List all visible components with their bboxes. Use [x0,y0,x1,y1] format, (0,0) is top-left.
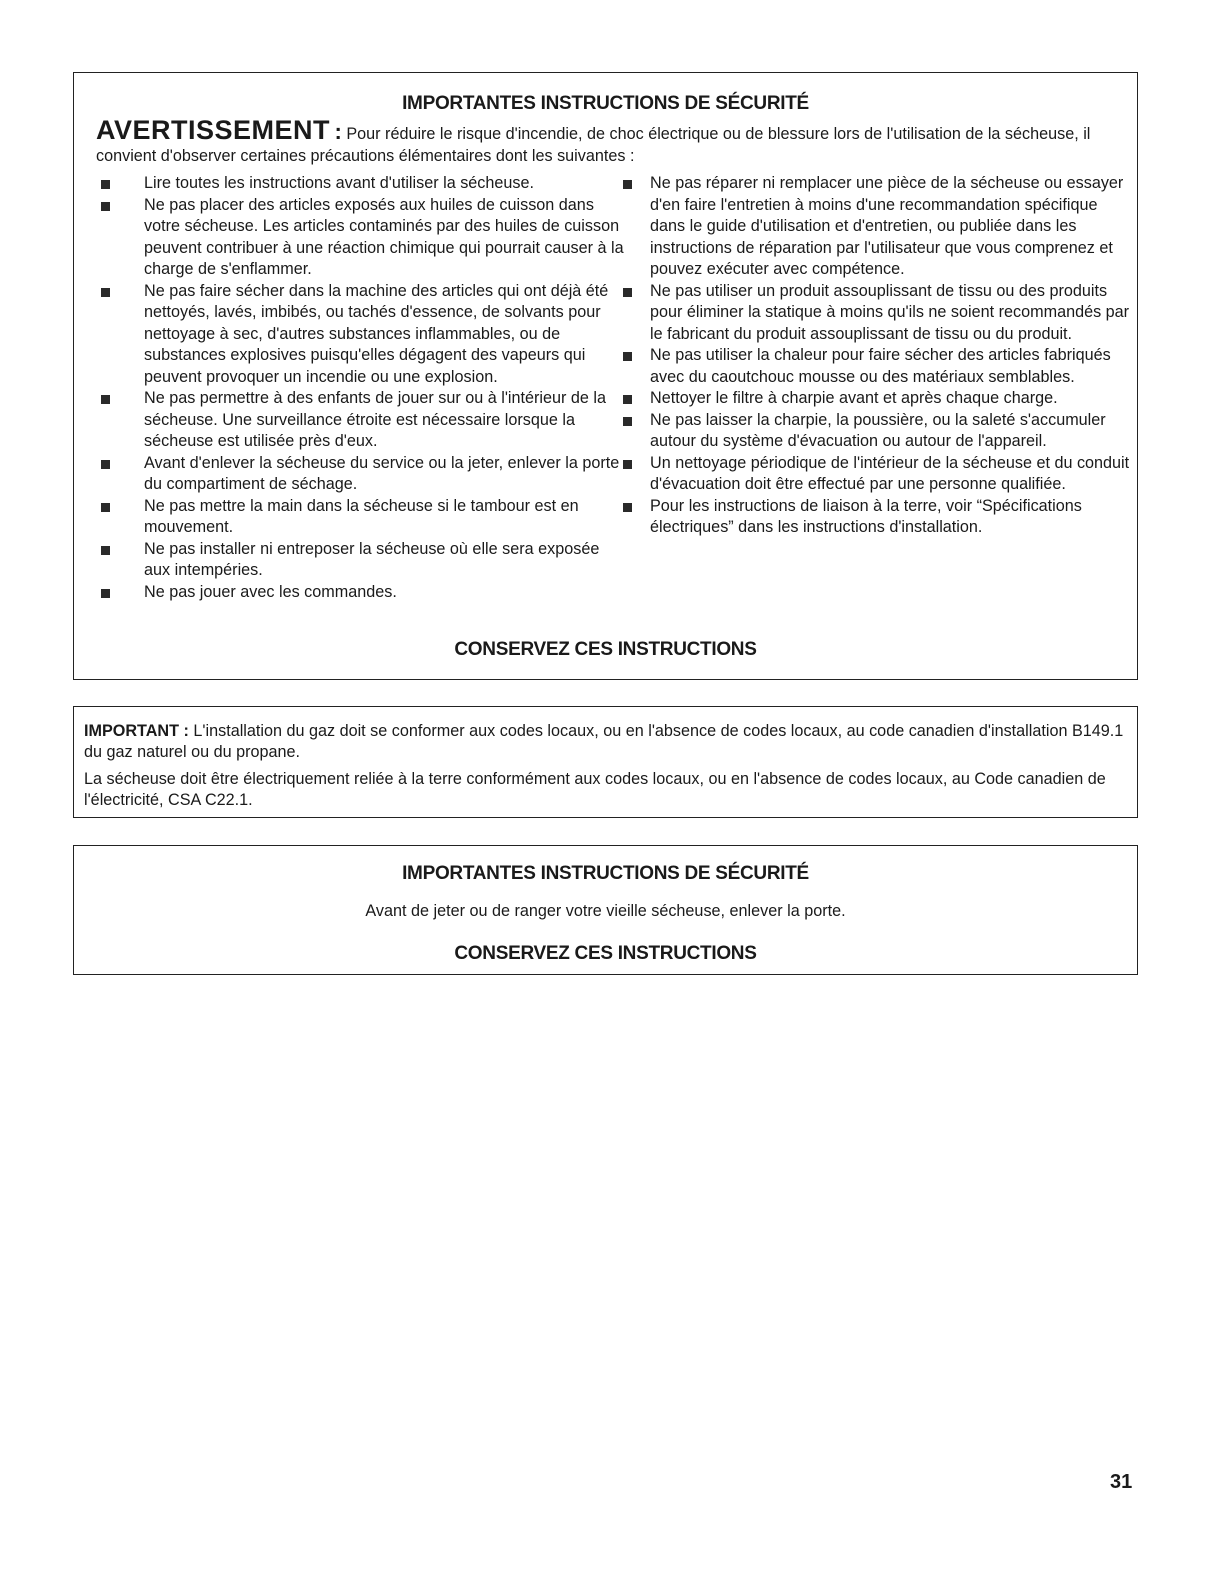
warning-paragraph [96,117,1127,167]
instruction-item [96,582,626,604]
instruction-item [96,195,626,281]
instruction-text: Ne pas mettre la main dans la sécheuse si le tambour est en mouvement. [144,496,579,536]
instruction-item [96,388,626,453]
instruction-item [620,345,1132,388]
bullet-square-icon [623,503,632,512]
instruction-item [620,496,1132,539]
bullet-square-icon [101,395,110,404]
instruction-text: Ne pas utiliser un produit assouplissant de tissu ou des produits pour éliminer la statique à moins qu'ils ne soient recommandés par le fabricant du produit assouplissant de tissu ou du produit. [650,281,1130,343]
disposal-footer: CONSERVEZ CES INSTRUCTIONS [454,943,757,964]
gas-installation-note [84,721,1125,763]
instruction-item [96,173,626,195]
instruction-item [620,388,1132,410]
instruction-item [96,496,626,539]
bullet-square-icon [623,395,632,404]
instruction-text: Ne pas réparer ni remplacer une pièce de la sécheuse ou essayer d'en faire l'entretien à moins d'une recommandation spécifique dans le guide d'utilisation et d'entretien, ou publiée dans les instructions de réparation par l'utilisateur que vous comprenez et pouvez exécuter avec compétence. [650,174,1124,278]
save-instructions-footer: CONSERVEZ CES INSTRUCTIONS [454,639,757,660]
bullet-square-icon [623,460,632,469]
safety-instructions-box [73,72,1138,680]
disposal-note: Avant de jeter ou de ranger votre vieille sécheuse, enlever la porte. [365,902,846,920]
instruction-text: Un nettoyage périodique de l'intérieur de la sécheuse et du conduit d'évacuation doit être effectué par une personne qualifiée. [650,453,1130,493]
disposal-instructions-box [73,845,1138,975]
instruction-text: Ne pas placer des articles exposés aux huiles de cuisson dans votre sécheuse. Les articles contaminés par des huiles de cuisson peuvent contribuer à une réaction chimique qui pourrait causer à la charge de s'enflammer. [144,195,624,278]
instruction-text: Ne pas laisser la charpie, la poussière, ou la saleté s'accumuler autour du système d'évacuation ou autour de l'appareil. [650,410,1106,450]
bullet-square-icon [101,460,110,469]
instruction-text: Nettoyer le filtre à charpie avant et après chaque charge. [650,389,1058,407]
instruction-item [620,410,1132,453]
gas-installation-text: L'installation du gaz doit se conformer aux codes locaux, ou en l'absence de codes locaux, au code canadien d'installation B149.1 du gaz naturel ou du propane. [84,722,1124,761]
instruction-item [620,281,1132,346]
instruction-text: Ne pas jouer avec les commandes. [144,582,397,601]
disposal-heading: IMPORTANTES INSTRUCTIONS DE SÉCURITÉ [402,863,809,884]
instruction-text: Ne pas installer ni entreposer la sécheuse où elle sera exposée aux intempéries. [144,539,600,579]
left-instruction-list [96,173,626,603]
instruction-text: Avant d'enlever la sécheuse du service ou la jeter, enlever la porte du compartiment de séchage. [144,453,620,493]
bullet-square-icon [623,180,632,189]
bullet-square-icon [101,202,110,211]
instruction-text: Lire toutes les instructions avant d'utiliser la sécheuse. [144,174,534,192]
bullet-square-icon [623,352,632,361]
right-instruction-list [620,173,1132,539]
bullet-square-icon [101,546,110,555]
grounding-note: La sécheuse doit être électriquement reliée à la terre conformément aux codes locaux, ou en l'absence de codes locaux, au Code canadien de l'électricité, CSA C22.1. [84,770,1106,809]
instruction-item [96,453,626,496]
instruction-item [620,453,1132,496]
instruction-text: Pour les instructions de liaison à la terre, voir “Spécifications électriques” dans les instructions d'installation. [650,496,1082,536]
page-number: 31 [1110,1471,1133,1493]
instruction-item [620,173,1132,281]
bullet-square-icon [623,417,632,426]
instruction-text: Ne pas utiliser la chaleur pour faire sécher des articles fabriqués avec du caoutchouc mousse ou des matériaux semblables. [650,346,1111,386]
safety-heading: IMPORTANTES INSTRUCTIONS DE SÉCURITÉ [402,93,809,114]
warning-colon: : [334,119,342,144]
bullet-square-icon [101,288,110,297]
bullet-square-icon [623,288,632,297]
bullet-square-icon [101,589,110,598]
warning-text: Pour réduire le risque d'incendie, de choc électrique ou de blessure lors de l'utilisation de la sécheuse, il convient d'observer certaines précautions élémentaires dont les suivantes : [96,125,1091,165]
bullet-square-icon [101,503,110,512]
warning-label: AVERTISSEMENT [96,115,331,145]
instruction-item [96,281,626,389]
important-notice-box [73,706,1138,818]
instruction-item [96,539,626,582]
instruction-text: Ne pas faire sécher dans la machine des articles qui ont déjà été nettoyés, lavés, imbibés, ou tachés d'essence, de solvants pour nettoyage à sec, d'autres substances inflammables, ou de substances explosives puisqu'elles dégagent des vapeurs qui peuvent provoquer un incendie ou une explosion. [144,281,609,386]
bullet-square-icon [101,180,110,189]
important-label: IMPORTANT : [84,722,189,740]
instruction-text: Ne pas permettre à des enfants de jouer sur ou à l'intérieur de la sécheuse. Une surveillance étroite est nécessaire lorsque la sécheuse est utilisée près d'eux. [144,389,606,450]
